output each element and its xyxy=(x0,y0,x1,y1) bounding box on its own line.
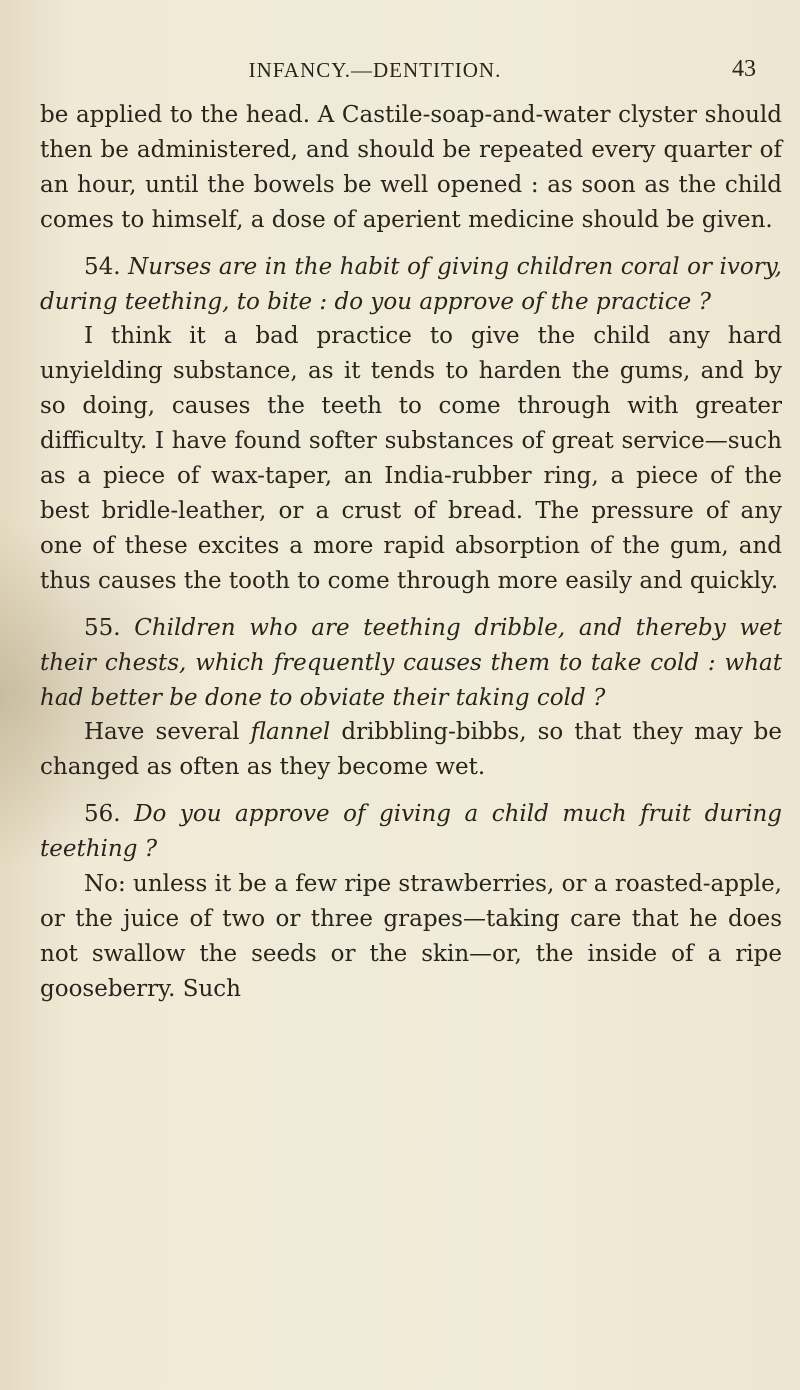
answer-54: I think it a bad practice to give the child any hard unyielding substance, as it tends to harden the gums, and by so doing, causes the teeth to come through with greater difficulty. I have found softer substances of great service—such as a piece of wax-taper, an India-rubber ring, a piece of the best bridle-leather, or a crust of bread. The pressure of any one of these excites a more rapid absorption of the gum, and thus causes the tooth to come through more easily and quickly. xyxy=(40,323,782,594)
page-body xyxy=(40,98,782,1007)
opening-paragraph: be applied to the head. A Castile-soap-and-water clyster should then be administered, and should be repeated every quarter of an hour, until the bowels be well opened : as soon as the child comes to himself, a dose of aperient medicine should be given. xyxy=(40,102,782,233)
page-number: 43 xyxy=(732,56,756,82)
question-text: Nurses are in the habit of giving children coral or ivory, during teething, to bite : do you approve of the practice ? xyxy=(40,253,782,315)
running-head: INFANCY.—DENTITION. xyxy=(248,58,502,82)
question-55 xyxy=(40,611,782,716)
answer-text: Have several xyxy=(84,719,240,746)
emphasized-word: flannel xyxy=(250,719,331,746)
answer-text: dribbling-bibbs, so that they may be changed as often as they become wet. xyxy=(40,719,783,781)
question-56 xyxy=(40,797,782,867)
question-text: Do you approve of giving a child much fruit during teething ? xyxy=(40,801,783,863)
question-54 xyxy=(40,250,782,320)
question-number: 56. xyxy=(84,801,121,828)
answer-55 xyxy=(40,715,782,785)
question-text: Children who are teething dribble, and thereby wet their chests, which frequently causes them to take cold : what had better be done to obviate their taking cold ? xyxy=(40,614,782,711)
question-number: 55. xyxy=(84,614,121,641)
answer-56: No: unless it be a few ripe strawberries, or a roasted-apple, or the juice of two or three grapes—taking care that he does not swallow the seeds or the skin—or, the inside of a ripe gooseberry. Such xyxy=(40,871,782,1002)
question-number: 54. xyxy=(84,253,121,280)
